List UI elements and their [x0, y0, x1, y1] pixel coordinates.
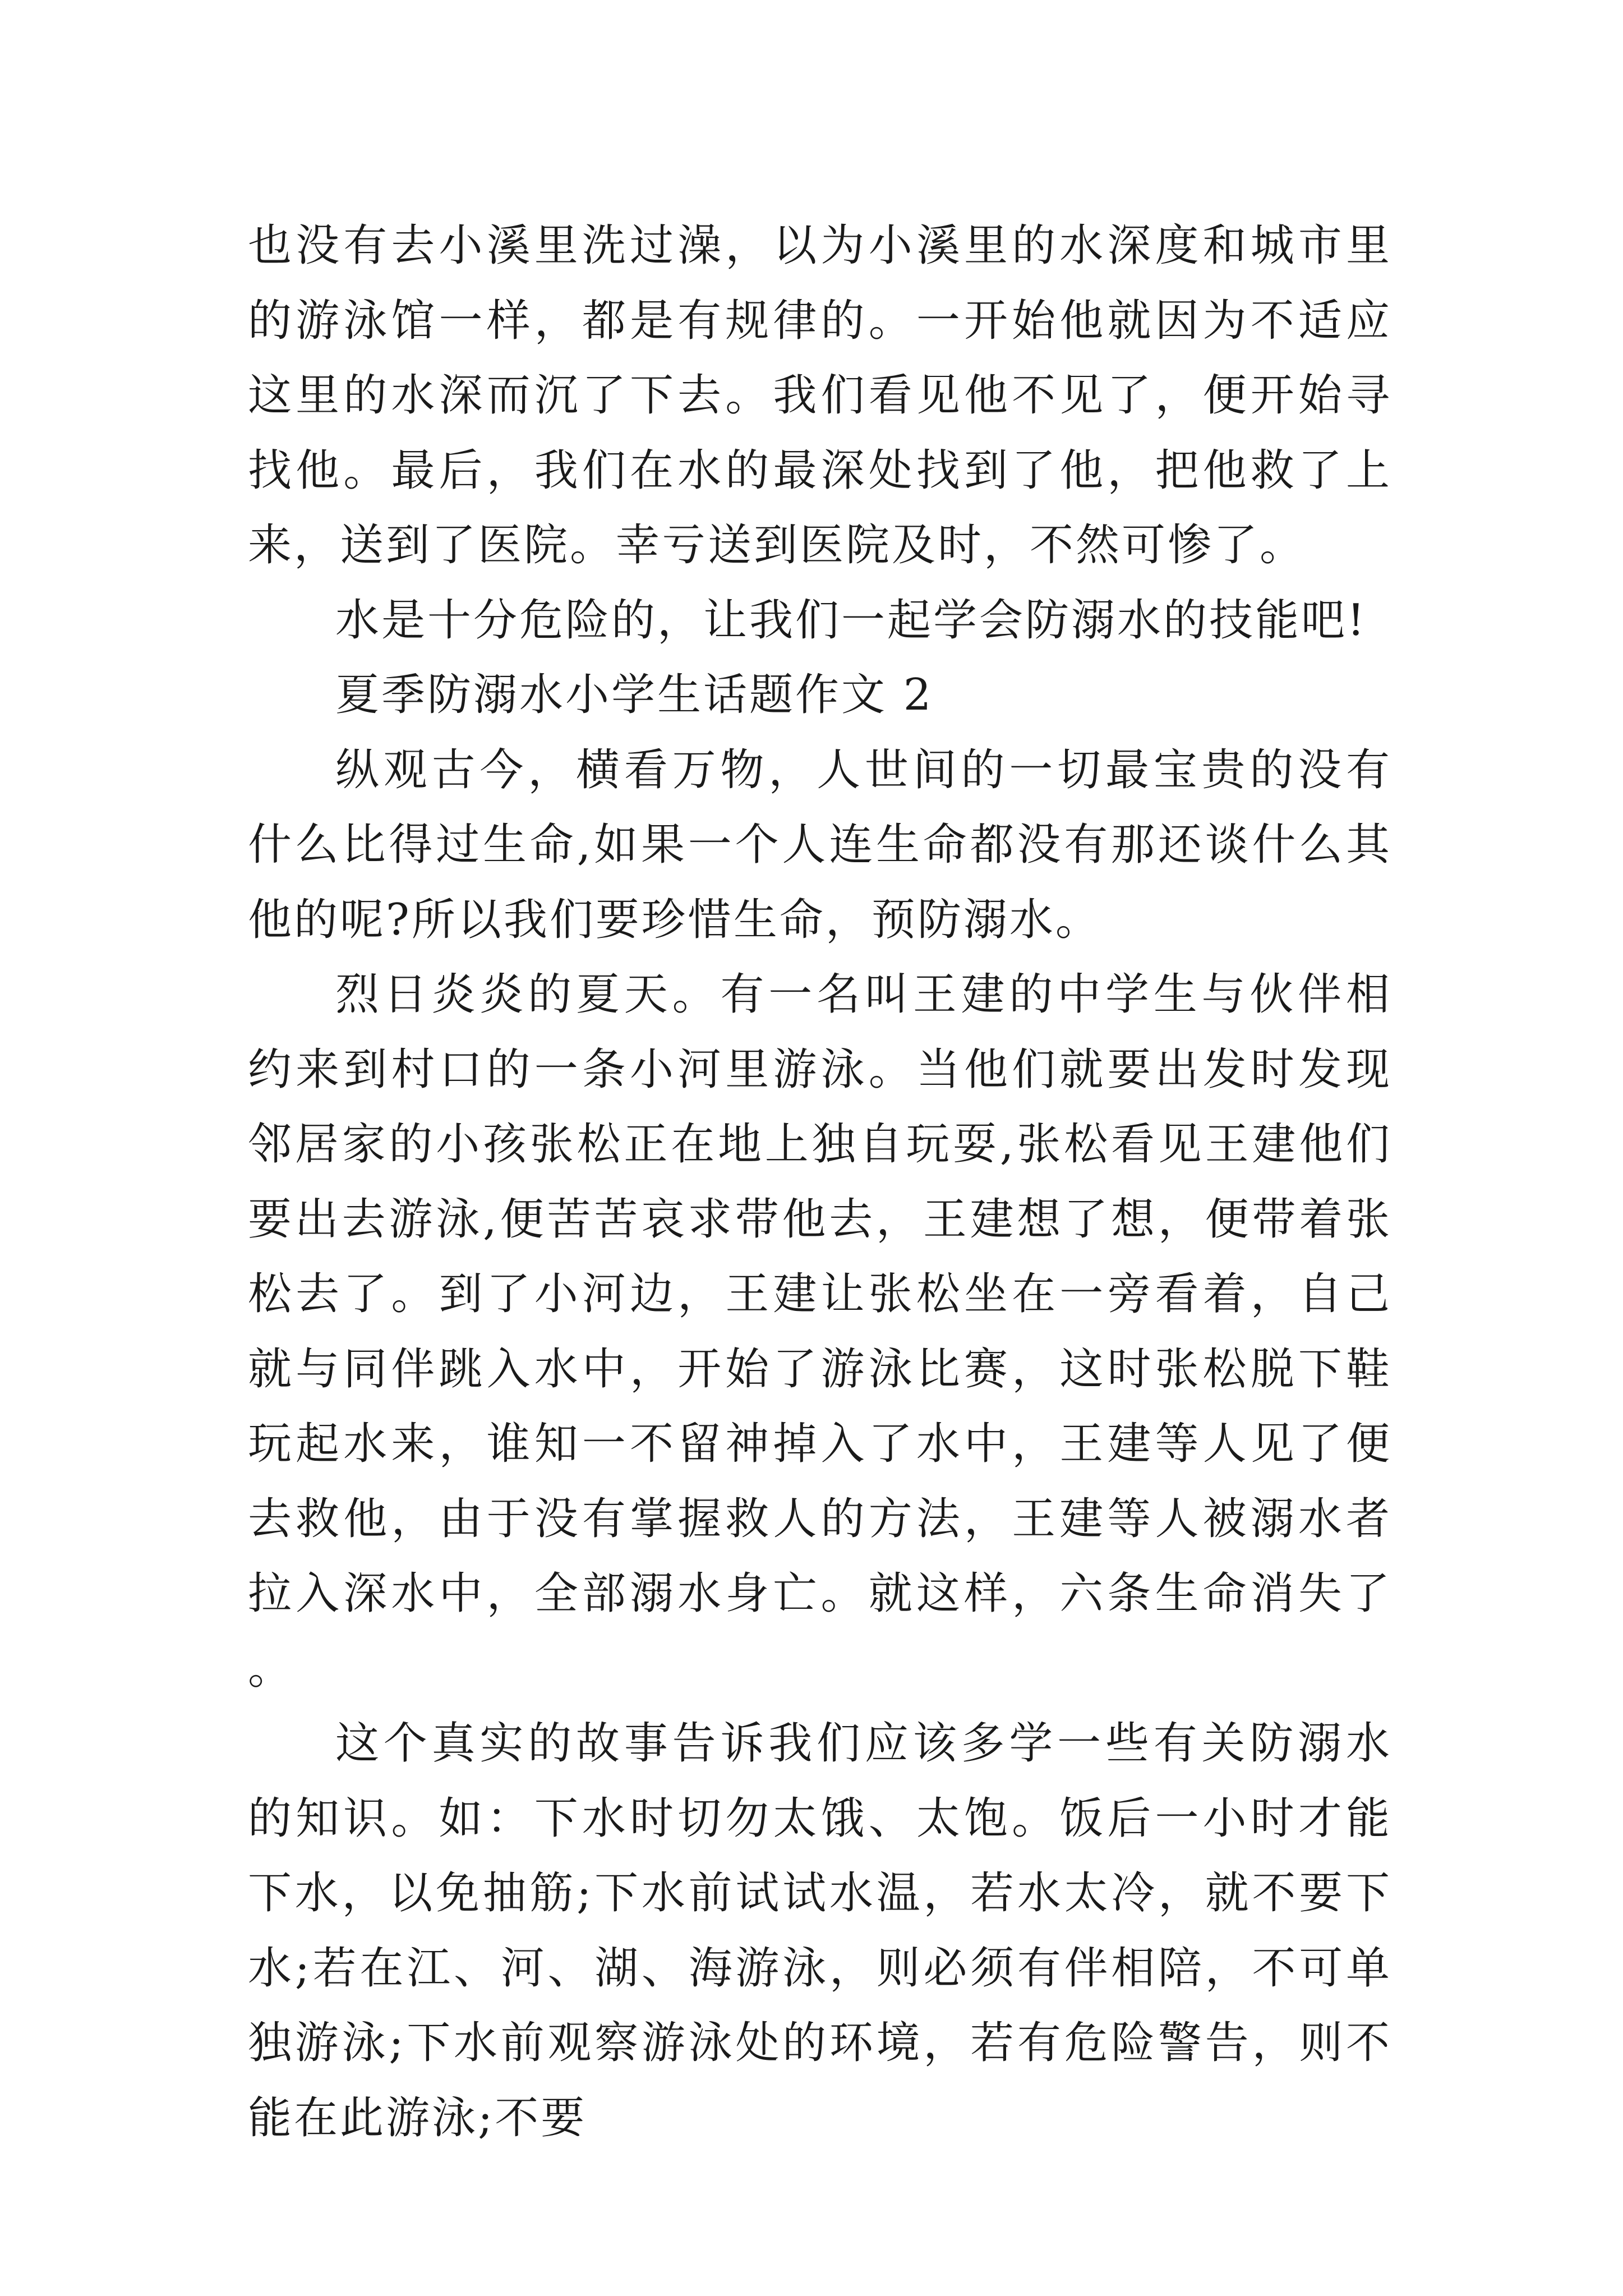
body-text [248, 209, 1392, 2156]
section-heading: 夏季防溺水小学生话题作文 2 [335, 670, 934, 720]
paragraph-2: 水是十分危险的，让我们一起学会防溺水的技能吧! [335, 595, 1367, 646]
paragraph-3: 纵观古今，横看万物，人世间的一切最宝贵的没有什么比得过生命,如果一个人连生命都没有那还谈什么其他的呢?所以我们要珍惜生命，预防溺水。 [248, 744, 1392, 945]
paragraph-4: 烈日炎炎的夏天。有一名叫王建的中学生与伙伴相约来到村口的一条小河里游泳。当他们就要出发时发现邻居家的小孩张松正在地上独自玩耍,张松看见王建他们要出去游泳,便苦苦哀求带他去，王建想了想，便带着张松去了。到了小河边，王建让张松坐在一旁看着，自己就与同伴跳入水中，开始了游泳比赛，这时张松脱下鞋玩起水来，谁知一不留神掉入了水中，王建等人见了便去救他，由于没有掌握救人的方法，王建等人被溺水者拉入深水中，全部溺水身亡。就这样，六条生命消失了。 [248, 969, 1392, 1694]
paragraph-5: 这个真实的故事告诉我们应该多学一些有关防溺水的知识。如：下水时切勿太饿、太饱。饭后一小时才能下水，以免抽筋;下水前试试水温，若水太冷，就不要下水;若在江、河、湖、海游泳，则必须有伴相陪，不可单独游泳;下水前观察游泳处的环境，若有危险警告，则不能在此游泳;不要 [248, 1718, 1392, 2143]
paragraph-1: 也没有去小溪里洗过澡，以为小溪里的水深度和城市里的游泳馆一样，都是有规律的。一开始他就因为不适应这里的水深而沉了下去。我们看见他不见了，便开始寻找他。最后，我们在水的最深处找到了他，把他救了上来，送到了医院。幸亏送到医院及时，不然可惨了。 [248, 220, 1392, 570]
